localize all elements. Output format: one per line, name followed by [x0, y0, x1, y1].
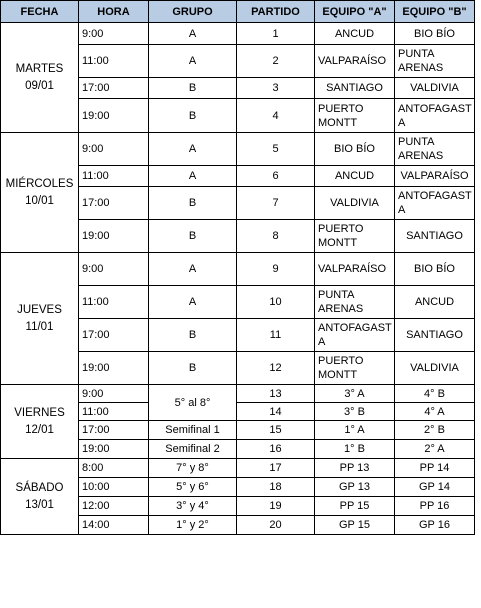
equipo-b-cell: ANCUD [395, 286, 475, 319]
partido-cell: 15 [237, 421, 315, 440]
grupo-cell: 7° y 8° [149, 459, 237, 478]
grupo-cell: A [149, 286, 237, 319]
grupo-cell: B [149, 99, 237, 133]
equipo-b-cell: VALDIVIA [395, 78, 475, 99]
hora-cell: 11:00 [79, 166, 149, 187]
partido-cell: 1 [237, 23, 315, 45]
hora-cell: 19:00 [79, 99, 149, 133]
partido-cell: 8 [237, 220, 315, 253]
header-grupo: GRUPO [149, 1, 237, 23]
hora-cell: 11:00 [79, 45, 149, 78]
partido-cell: 4 [237, 99, 315, 133]
hora-cell: 9:00 [79, 253, 149, 286]
hora-cell: 17:00 [79, 421, 149, 440]
equipo-b-cell: 2° A [395, 440, 475, 459]
hora-cell: 9:00 [79, 23, 149, 45]
partido-cell: 19 [237, 497, 315, 516]
schedule-row [1, 253, 475, 286]
fecha-cell: MIÉRCOLES 10/01 [1, 133, 79, 253]
header-fecha: FECHA [1, 1, 79, 23]
equipo-a-cell: SANTIAGO [315, 78, 395, 99]
equipo-a-cell: 1° A [315, 421, 395, 440]
grupo-cell: 1° y 2° [149, 516, 237, 535]
grupo-cell: Semifinal 1 [149, 421, 237, 440]
partido-cell: 2 [237, 45, 315, 78]
equipo-b-cell: 4° B [395, 385, 475, 403]
equipo-b-cell: PUNTA ARENAS [395, 45, 475, 78]
equipo-b-cell: SANTIAGO [395, 220, 475, 253]
equipo-a-cell: PUNTA ARENAS [315, 286, 395, 319]
equipo-a-cell: GP 13 [315, 478, 395, 497]
equipo-b-cell: PUNTA ARENAS [395, 133, 475, 166]
header-row [1, 1, 475, 23]
equipo-a-cell: PP 15 [315, 497, 395, 516]
hora-cell: 9:00 [79, 133, 149, 166]
grupo-cell: 5° al 8° [149, 385, 237, 421]
partido-cell: 11 [237, 319, 315, 352]
hora-cell: 19:00 [79, 352, 149, 385]
partido-cell: 3 [237, 78, 315, 99]
grupo-cell: A [149, 253, 237, 286]
grupo-cell: A [149, 166, 237, 187]
hora-cell: 14:00 [79, 516, 149, 535]
grupo-cell: A [149, 133, 237, 166]
partido-cell: 5 [237, 133, 315, 166]
hora-cell: 19:00 [79, 220, 149, 253]
grupo-cell: B [149, 319, 237, 352]
hora-cell: 10:00 [79, 478, 149, 497]
hora-cell: 11:00 [79, 403, 149, 421]
fecha-cell: SÁBADO 13/01 [1, 459, 79, 535]
hora-cell: 11:00 [79, 286, 149, 319]
hora-cell: 8:00 [79, 459, 149, 478]
equipo-b-cell: BIO BÍO [395, 23, 475, 45]
equipo-b-cell: PP 14 [395, 459, 475, 478]
partido-cell: 13 [237, 385, 315, 403]
partido-cell: 18 [237, 478, 315, 497]
equipo-a-cell: GP 15 [315, 516, 395, 535]
equipo-b-cell: ANTOFAGAST A [395, 99, 475, 133]
equipo-b-cell: 2° B [395, 421, 475, 440]
hora-cell: 19:00 [79, 440, 149, 459]
grupo-cell: 5° y 6° [149, 478, 237, 497]
equipo-a-cell: ANCUD [315, 23, 395, 45]
header-hora: HORA [79, 1, 149, 23]
equipo-b-cell: GP 16 [395, 516, 475, 535]
equipo-b-cell: VALDIVIA [395, 352, 475, 385]
schedule-row [1, 385, 475, 403]
equipo-b-cell: PP 16 [395, 497, 475, 516]
grupo-cell: B [149, 352, 237, 385]
grupo-cell: B [149, 220, 237, 253]
hora-cell: 17:00 [79, 319, 149, 352]
schedule-row [1, 133, 475, 166]
partido-cell: 7 [237, 187, 315, 220]
grupo-cell: A [149, 23, 237, 45]
fecha-cell: MARTES 09/01 [1, 23, 79, 133]
partido-cell: 20 [237, 516, 315, 535]
equipo-b-cell: GP 14 [395, 478, 475, 497]
partido-cell: 10 [237, 286, 315, 319]
equipo-a-cell: 3° A [315, 385, 395, 403]
schedule-row [1, 459, 475, 478]
equipo-a-cell: BIO BÍO [315, 133, 395, 166]
equipo-a-cell: ANCUD [315, 166, 395, 187]
schedule-body [1, 23, 475, 535]
grupo-cell: A [149, 45, 237, 78]
equipo-a-cell: VALPARAÍSO [315, 45, 395, 78]
partido-cell: 17 [237, 459, 315, 478]
schedule-row [1, 23, 475, 45]
equipo-a-cell: VALDIVIA [315, 187, 395, 220]
equipo-b-cell: BIO BÍO [395, 253, 475, 286]
header-equipo-a: EQUIPO "A" [315, 1, 395, 23]
partido-cell: 14 [237, 403, 315, 421]
equipo-a-cell: 3° B [315, 403, 395, 421]
hora-cell: 17:00 [79, 187, 149, 220]
equipo-a-cell: VALPARAÍSO [315, 253, 395, 286]
grupo-cell: 3° y 4° [149, 497, 237, 516]
equipo-a-cell: PUERTO MONTT [315, 99, 395, 133]
equipo-a-cell: 1° B [315, 440, 395, 459]
hora-cell: 12:00 [79, 497, 149, 516]
header-partido: PARTIDO [237, 1, 315, 23]
equipo-a-cell: PUERTO MONTT [315, 352, 395, 385]
hora-cell: 17:00 [79, 78, 149, 99]
header-equipo-b: EQUIPO "B" [395, 1, 475, 23]
equipo-b-cell: SANTIAGO [395, 319, 475, 352]
fecha-cell: JUEVES 11/01 [1, 253, 79, 385]
grupo-cell: Semifinal 2 [149, 440, 237, 459]
equipo-b-cell: ANTOFAGAST A [395, 187, 475, 220]
equipo-a-cell: PP 13 [315, 459, 395, 478]
partido-cell: 6 [237, 166, 315, 187]
hora-cell: 9:00 [79, 385, 149, 403]
grupo-cell: B [149, 78, 237, 99]
partido-cell: 16 [237, 440, 315, 459]
partido-cell: 12 [237, 352, 315, 385]
fecha-cell: VIERNES 12/01 [1, 385, 79, 459]
equipo-a-cell: ANTOFAGAST A [315, 319, 395, 352]
equipo-b-cell: VALPARAÍSO [395, 166, 475, 187]
equipo-b-cell: 4° A [395, 403, 475, 421]
grupo-cell: B [149, 187, 237, 220]
partido-cell: 9 [237, 253, 315, 286]
equipo-a-cell: PUERTO MONTT [315, 220, 395, 253]
